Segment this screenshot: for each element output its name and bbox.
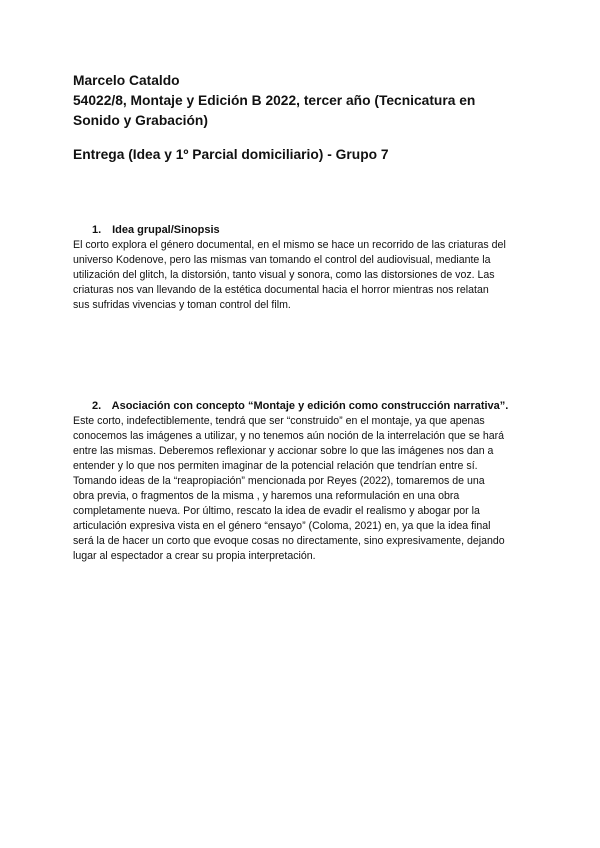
paragraph-line: será la de hacer un corto que evoque cosas no directamente, sino expresivamente, dejando xyxy=(73,535,505,547)
section-2-number: 2. xyxy=(92,400,102,412)
paragraph-line: lugar al espectador a crear su propia interpretación. xyxy=(73,550,316,562)
section-1-title: Idea grupal/Sinopsis xyxy=(112,224,220,236)
section-1-heading xyxy=(92,224,220,236)
paragraph-line: sus sufridas vivencias y toman control del film. xyxy=(73,299,291,311)
author-name: Marcelo Cataldo xyxy=(73,73,180,88)
paragraph-line: conocemos las imágenes a utilizar, y no tenemos aún noción de la interrelación que se hará xyxy=(73,430,505,442)
delivery-title: Entrega (Idea y 1º Parcial domiciliario) - Grupo 7 xyxy=(73,147,389,162)
paragraph-line: criaturas nos van llevando de la estética documental hacia el horror mientras nos relatan xyxy=(73,284,489,296)
paragraph-line: completamente nueva. Por último, rescato la idea de evadir el realismo y abogar por la xyxy=(73,505,480,517)
paragraph-line: universo Kodenove, pero las mismas van tomando el control del audiovisual, mediante la xyxy=(73,254,491,266)
document-header xyxy=(73,71,543,131)
paragraph-line: entender y lo que nos permiten imaginar de la potencial relación que tendrían entre sí. xyxy=(73,460,478,472)
section-2-heading xyxy=(92,400,508,412)
course-line-2: Sonido y Grabación) xyxy=(73,113,208,128)
section-2-body xyxy=(73,414,529,564)
section-1-body xyxy=(73,238,529,313)
paragraph-line: El corto explora el género documental, en el mismo se hace un recorrido de las criaturas del xyxy=(73,239,506,251)
paragraph-line: entre las mismas. Deberemos reflexionar y accionar sobre lo que las imágenes nos dan a xyxy=(73,445,494,457)
paragraph-line: Tomando ideas de la “reapropiación” mencionada por Reyes (2022), tomaremos de una xyxy=(73,475,485,487)
paragraph-line: articulación expresiva vista en el género “ensayo” (Coloma, 2021) en, ya que la idea final xyxy=(73,520,491,532)
section-2-title: Asociación con concepto “Montaje y edición como construcción narrativa”. xyxy=(111,400,509,412)
course-line-1: 54022/8, Montaje y Edición B 2022, tercer año (Tecnicatura en xyxy=(73,93,476,108)
paragraph-line: obra previa, o fragmentos de la misma , y haremos una reformulación en una obra xyxy=(73,490,460,502)
paragraph-line: Este corto, indefectiblemente, tendrá que ser “construido” en el montaje, ya que apenas xyxy=(73,415,485,427)
section-1-number: 1. xyxy=(92,224,102,236)
paragraph-line: utilización del glitch, la distorsión, tanto visual y sonora, como las distorsiones de voz. Las xyxy=(73,269,495,281)
